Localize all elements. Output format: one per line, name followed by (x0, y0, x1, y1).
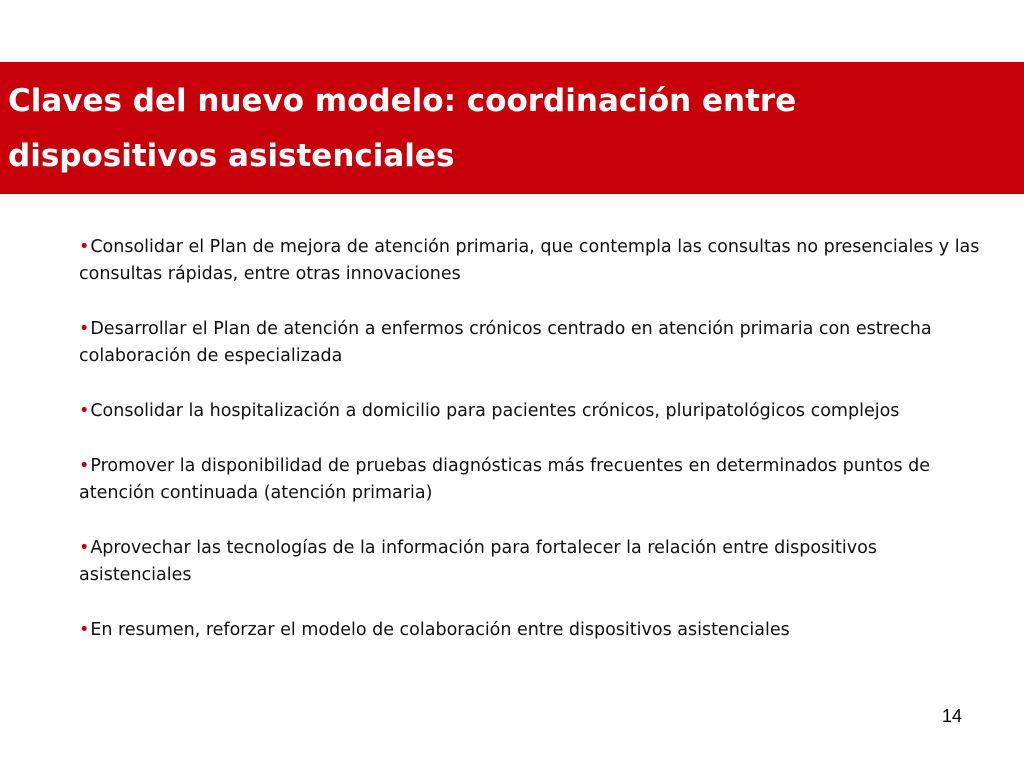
bullet-item (79, 535, 984, 589)
bullet-item (79, 234, 984, 288)
bullet-icon: • (79, 538, 90, 558)
bullet-text: Consolidar la hospitalización a domicilio para pacientes crónicos, pluripatológicos complejos (90, 401, 900, 421)
bullet-icon: • (79, 620, 90, 640)
bullet-list (79, 234, 984, 644)
bullet-icon: • (79, 237, 90, 257)
bullet-item (79, 398, 984, 425)
bullet-icon: • (79, 401, 90, 421)
page-number: 14 (941, 706, 962, 726)
bullet-text: En resumen, reforzar el modelo de colaboración entre dispositivos asistenciales (90, 620, 790, 640)
bullet-icon: • (79, 456, 90, 476)
bullet-text: Aprovechar las tecnologías de la información para fortalecer la relación entre dispositivos asistenciales (79, 538, 877, 585)
bullet-item (79, 453, 984, 507)
bullet-text: Desarrollar el Plan de atención a enfermos crónicos centrado en atención primaria con estrecha colaboración de especializada (79, 319, 932, 366)
bullet-icon: • (79, 319, 90, 339)
bullet-text: Promover la disponibilidad de pruebas diagnósticas más frecuentes en determinados puntos de atención continuada (atención primaria) (79, 456, 931, 503)
slide-title: Claves del nuevo modelo: coordinación entre dispositivos asistenciales (8, 83, 797, 174)
bullet-item (79, 316, 984, 370)
bullet-text: Consolidar el Plan de mejora de atención primaria, que contempla las consultas no presenciales y las consultas rápidas, entre otras innovaciones (79, 237, 980, 284)
bullet-item (79, 617, 984, 644)
